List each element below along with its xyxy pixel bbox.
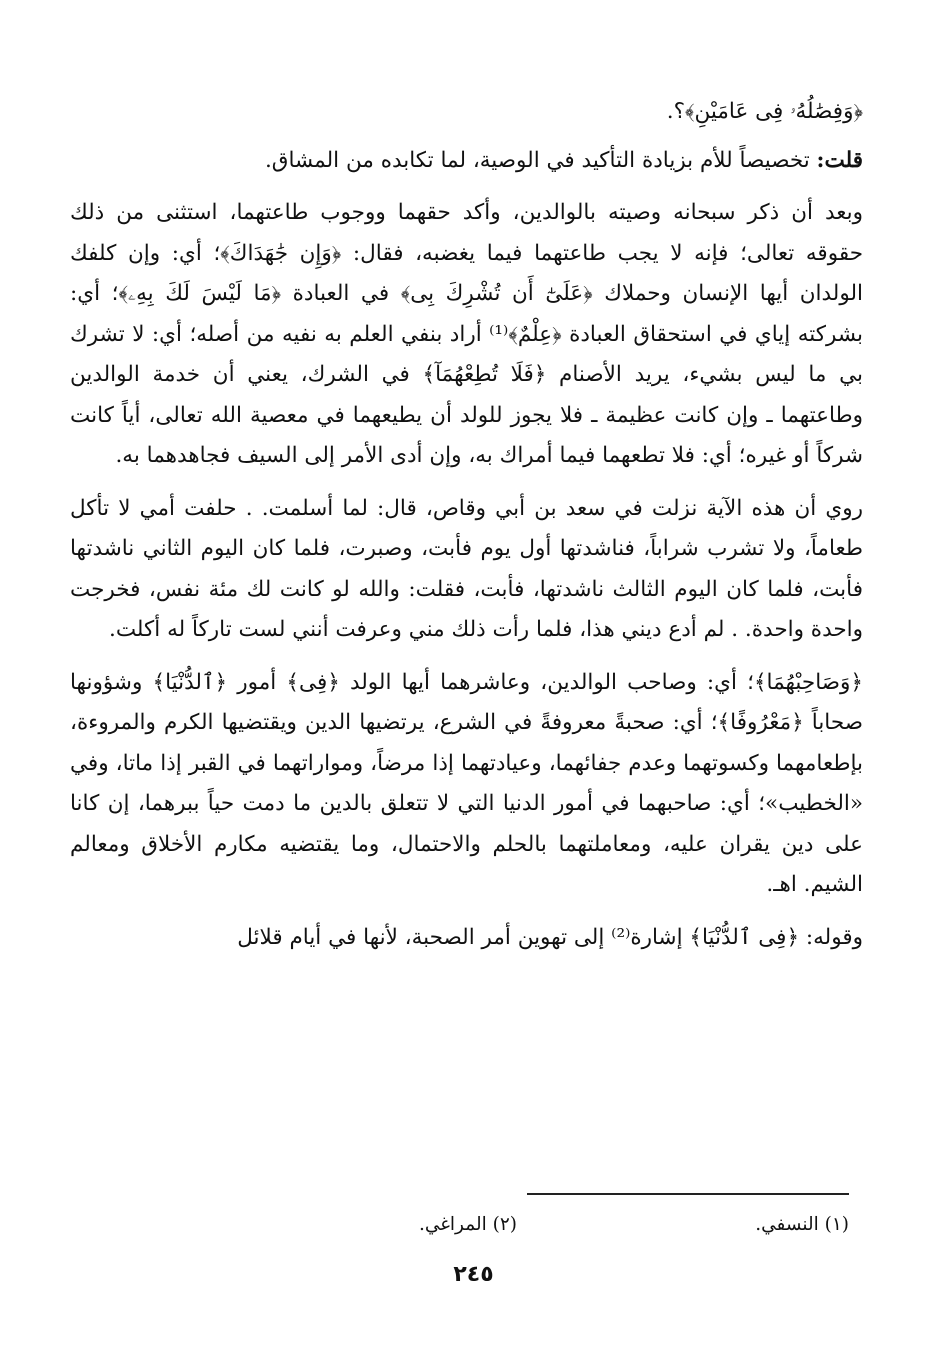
paragraph-companionship: ﴿وَصَاحِبْهُمَا﴾؛ أي: وصاحب الوالدين، وعاشرهما أيها الولد ﴿فِى﴾ أمور ﴿ٱلدُّنْيَا﴾ وشؤونها صحاباً ﴿مَعْرُوفًا﴾؛ أي: صحبةً معروفةً في الشرع، يرتضيها الدين ويقتضيها الكرم والمروءة، بإطعامهما وكسوتهما وعدم جفائهما، وعيادتهما إذا مرضاً، ومواراتهما في القبر إذا ماتا، وفي «الخطيب»؛ أي: صاحبهما في أمور الدنيا التي لا تتعلق بالدين ما دمت حياً ببرهما، إن كانا على دين يقران عليه، ومعاملتهما بالحلم والاحتمال، وما يقتضيه مكارم الأخلاق ومعالم الشيم. اهـ. <box>70 669 863 897</box>
paragraph-verse-ending: ﴿وَفِصَٰلُهُۥ فِى عَامَيْنِ﴾؟. <box>666 99 863 124</box>
footnote-1: (١) النسفي. <box>755 1214 849 1235</box>
footnote-divider <box>527 1193 849 1195</box>
footnote-2: (٢) المراغي. <box>418 1214 517 1235</box>
qalat-text: تخصيصاً للأم بزيادة التأكيد في الوصية، لما تكابده من المشاق. <box>264 147 817 173</box>
footnotes <box>289 1205 849 1245</box>
main-text <box>70 92 863 970</box>
paragraph-narration: روي أن هذه الآية نزلت في سعد بن أبي وقاص، قال: لما أسلمت. . حلفت أمي لا تأكل طعاماً، ولا تشرب شراباً، فناشدتها أول يوم فأبت، وصبرت، فلما كان اليوم الثاني ناشدتها فأبت، فلما كان اليوم الثالث ناشدتها، فأبت، فقلت: والله لو كانت لك مئة نفس، فخرجت واحدة واحدة. . لم أدع ديني هذا، فلما رأت ذلك مني وعرفت أنني لست تاركاً له أكلت. <box>70 495 863 642</box>
qalat-label: قلت: <box>816 147 863 173</box>
paragraph-qalat <box>70 141 863 182</box>
paragraph-exegesis: وبعد أن ذكر سبحانه وصيته بالوالدين، وأكد حقهما ووجوب طاعتهما، استثنى من ذلك حقوقه تعالى؛ فإنه لا يجب طاعتهما فيما يغضبه، فقال: ﴿وَإِن جَٰهَدَاكَ﴾؛ أي: وإن كلفك الولدان أيها الإنسان وحملاك ﴿عَلَىٰٓ أَن تُشْرِكَ بِى﴾ في العبادة ﴿مَا لَيْسَ لَكَ بِهِۦ﴾؛ أي: بشركته إياي في استحقاق العبادة ﴿عِلْمٌ﴾⁽¹⁾ أراد بنفي العلم به نفيه من أصله؛ أي: لا تشرك بي ما ليس بشيء، يريد الأصنام ﴿فَلَا تُطِعْهُمَآ﴾ في الشرك، يعني أن خدمة الوالدين وطاعتهما ـ وإن كانت عظيمة ـ فلا يجوز للولد أن يطيعهما في معصية الله تعالى، أياً كانت شركاً أو غيره؛ أي: فلا تطعهما فيما أمراك به، وإن أدى الأمر إلى السيف فجاهدهما به. <box>70 200 863 468</box>
page-number: ٢٤٥ <box>453 1262 494 1287</box>
paragraph-final: وقوله: ﴿فِى ٱلدُّنْيَا﴾ إشارة⁽²⁾ إلى تهوين أمر الصحبة، لأنها في أيام قلائل <box>237 924 863 950</box>
